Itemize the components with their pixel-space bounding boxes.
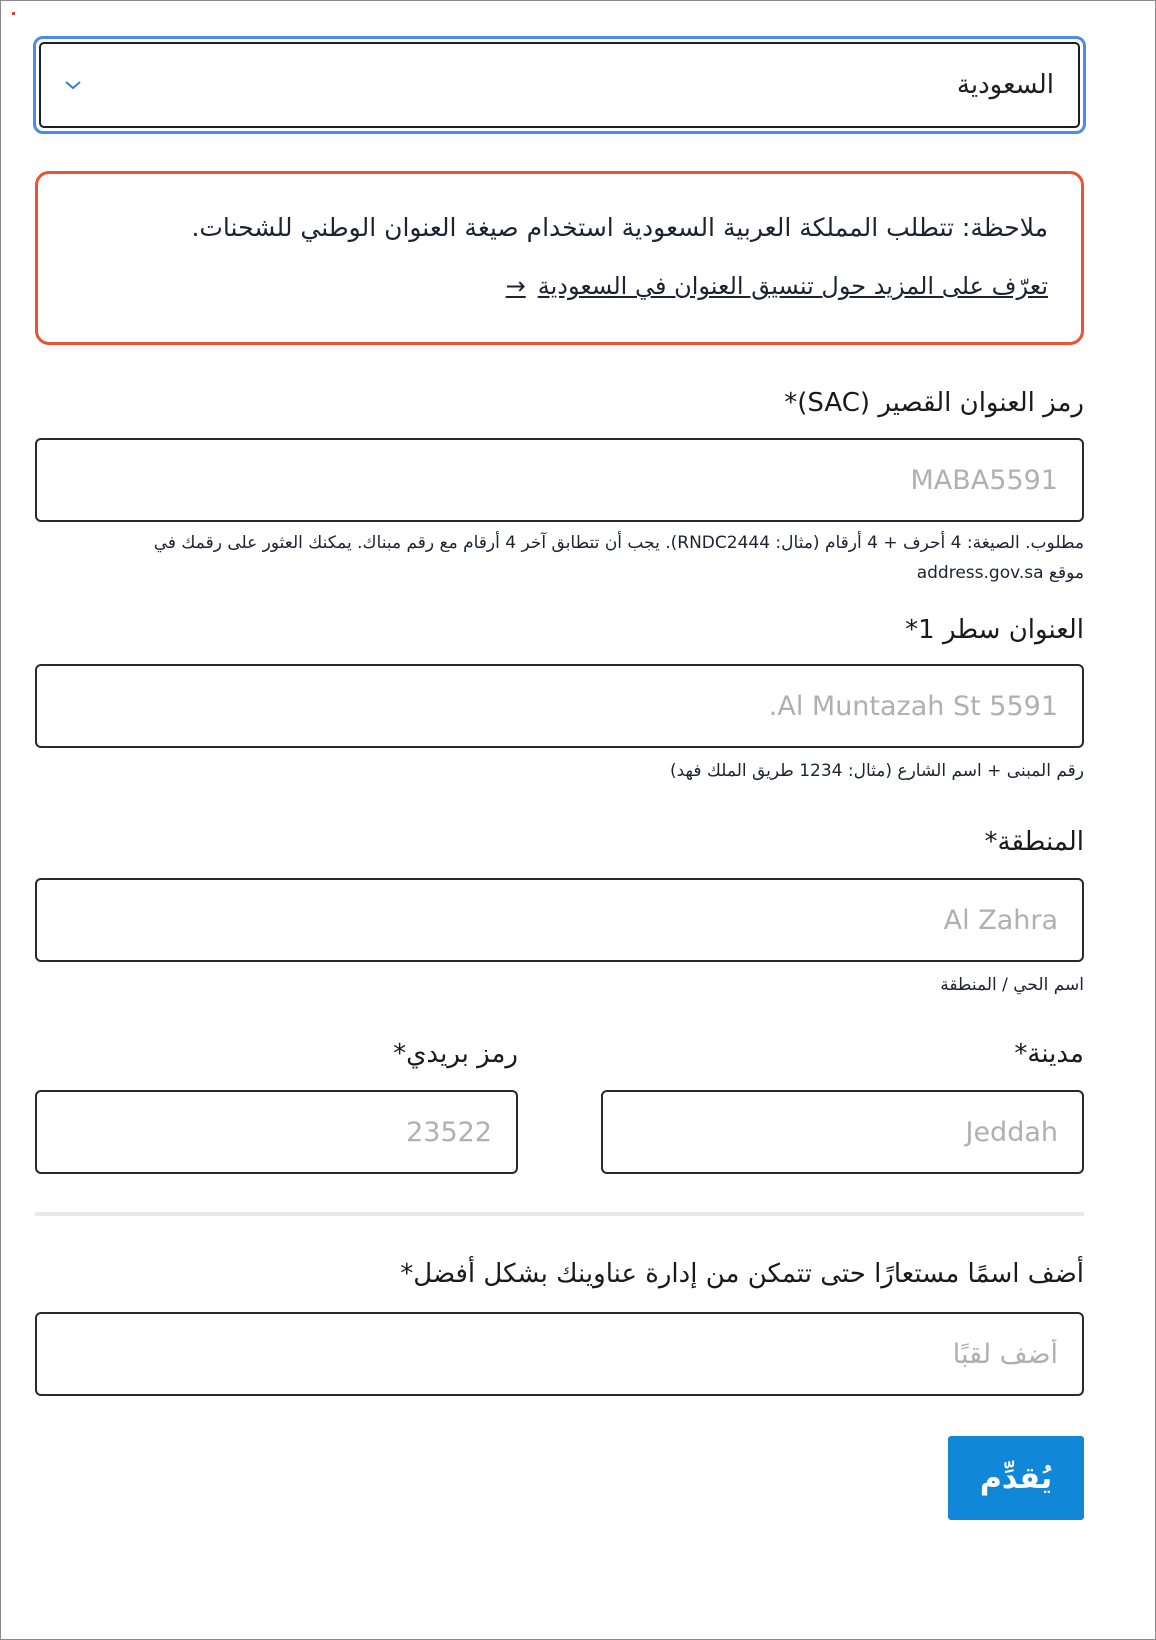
sac-hint [35,528,1084,588]
region-label: المنطقة* [984,827,1084,857]
submit-row [35,1436,1084,1520]
section-divider [35,1212,1084,1216]
country-select-value: السعودية [956,70,1054,100]
sac-hint-line1: مطلوب. الصيغة: 4 أحرف + 4 أرقام (مثال: RNDC2444). يجب أن تتطابق آخر 4 أرقام مع رقم مبناك. يمكنك العثور على رقمك في [153,533,1084,553]
address1-input[interactable] [35,664,1084,748]
red-dot-marker [12,12,15,15]
sac-field-group [35,385,1084,588]
region-input[interactable] [35,878,1084,962]
nickname-label: أضف اسمًا مستعارًا حتى تتمكن من إدارة عناوينك بشكل أفضل* [400,1259,1084,1289]
region-hint: اسم الحي / المنطقة [940,975,1084,995]
city-label: مدينة* [1014,1039,1084,1069]
postal-input[interactable] [35,1090,518,1174]
learn-more-link-text[interactable]: تعرّف على المزيد حول تنسيق العنوان في السعودية [537,272,1048,300]
learn-more-link[interactable] [506,272,1048,300]
country-select[interactable] [33,36,1086,134]
notice-text: ملاحظة: تتطلب المملكة العربية السعودية استخدام صيغة العنوان الوطني للشحنات. [191,213,1048,242]
city-field-group [601,1036,1084,1174]
postal-label: رمز بريدي* [393,1039,518,1069]
city-input[interactable] [601,1090,1084,1174]
address-form [35,36,1084,1520]
region-field-group [35,824,1084,1000]
sac-input[interactable] [35,438,1084,522]
arrow-right-icon: → [505,272,526,300]
chevron-down-icon[interactable] [63,79,83,91]
sac-hint-line2: موقع address.gov.sa [916,563,1084,583]
postal-field-group [35,1036,518,1174]
sac-label: رمز العنوان القصير (SAC)* [784,388,1084,418]
nickname-input[interactable] [35,1312,1084,1396]
nickname-field-group [35,1256,1084,1396]
city-postal-row [35,1036,1084,1174]
address1-label: العنوان سطر 1* [905,615,1084,645]
address1-hint: رقم المبنى + اسم الشارع (مثال: 1234 طريق الملك فهد) [669,761,1084,781]
saudi-address-notice [35,171,1084,345]
submit-button[interactable]: يُقدِّم [948,1436,1084,1520]
address1-field-group [35,612,1084,786]
country-select-box[interactable] [39,42,1080,128]
